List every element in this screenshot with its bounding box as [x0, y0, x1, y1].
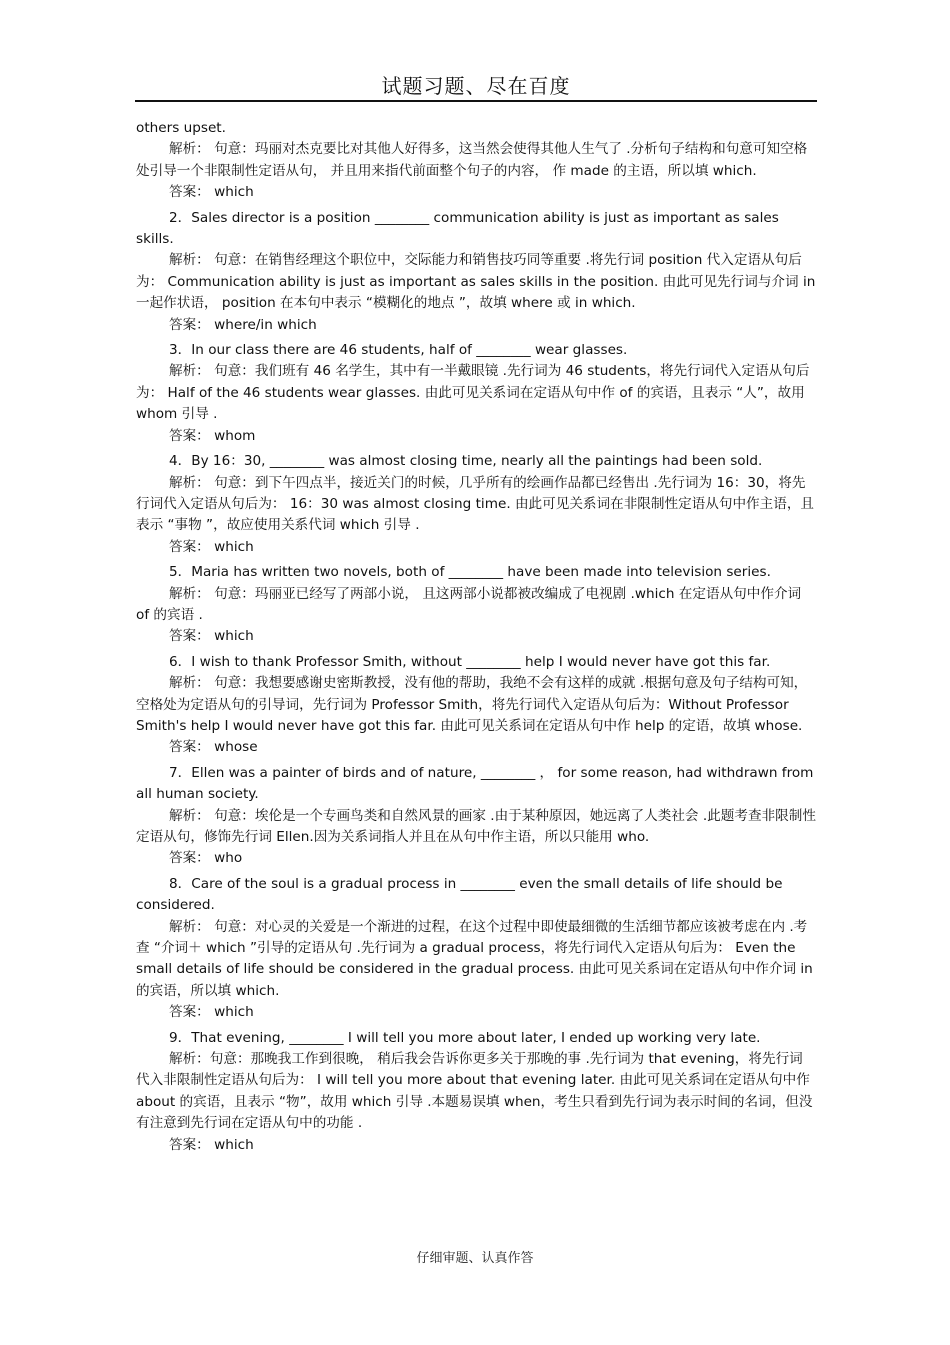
question-8: 8．Care of the soul is a gradual process in ________ even the small details of life should be considered.: [136, 875, 783, 914]
document-body: [136, 118, 816, 1156]
answer-line: 答案： who: [169, 850, 243, 867]
answer-line: 答案： whose: [169, 739, 258, 756]
analysis-paragraph: 解析： 句意：我想要感谢史密斯教授，没有他的帮助，我绝不会有这样的成就 .根据句意及句子结构可知，空格处为定语从句的引导词，先行词为 Professor Smith，将先行词代入定语从句后为：Without Professor Smith's help I would never have got this far. 由此可见关系词在定语从句中作 help 的定语，故填 whose.: [136, 675, 808, 734]
analysis-paragraph: 解析： 句意：在销售经理这个职位中，交际能力和销售技巧同等重要 .将先行词 position 代入定语从句后为： Communication ability is just as important as sales skills in the position. 由此可见先行词与介词 in 一起作状语， position 在本句中表示 “模糊化的地点 ”，故填 where 或 in which.: [136, 252, 816, 312]
question-7: 7．Ellen was a painter of birds and of nature, ________ ， for some reason, had withdrawn from all human society.: [136, 764, 814, 803]
answer-line: 答案： which: [169, 1136, 254, 1153]
question-2: 2．Sales director is a position ________ communication ability is just as important as sales skills.: [136, 209, 779, 248]
analysis-paragraph: 解析： 句意：玛丽对杰克要比对其他人好得多，这当然会使得其他人生气了 .分析句子结构和句意可知空格处引导一个非限制性定语从句， 并且用来指代前面整个句子的内容， 作 made 的主语，所以填 which.: [136, 141, 808, 179]
page-footer-text: 仔细审题、认真作答: [416, 1251, 534, 1266]
question-9: 9．That evening, ________ I will tell you more about later, I ended up working very late.: [169, 1029, 761, 1046]
page-header-title: 试题习题、尽在百度: [381, 74, 571, 98]
answer-line: 答案： which: [169, 1004, 254, 1021]
question-5: 5．Maria has written two novels, both of ________ have been made into television series.: [169, 564, 771, 581]
analysis-paragraph: 解析： 句意：玛丽亚已经写了两部小说， 且这两部小说都被改编成了电视剧 .which 在定语从句中作介词 of 的宾语 .: [136, 585, 802, 623]
answer-line: 答案： which: [169, 184, 254, 201]
analysis-paragraph: 解析： 句意：到下午四点半，接近关门的时候，几乎所有的绘画作品都已经售出 .先行词为 16：30，将先行词代入定语从句后为： 16：30 was almost closing time. 由此可见关系词在非限制性定语从句中作主语，且表示 “事物 ”，故应使用关系代词 which 引导 .: [136, 474, 815, 534]
analysis-paragraph: 解析： 句意：我们班有 46 名学生，其中有一半戴眼镜 .先行词为 46 students，将先行词代入定语从句后为： Half of the 46 students wear glasses. 由此可见关系词在定语从句中作 of 的宾语，且表示 “人”，故用 whom 引导 .: [136, 363, 810, 423]
question-6: 6．I wish to thank Professor Smith, without ________ help I would never have got this far.: [169, 653, 771, 670]
continuation-text: others upset.: [136, 120, 226, 136]
answer-line: 答案： which: [169, 538, 254, 555]
question-3: 3．In our class there are 46 students, half of ________ wear glasses.: [169, 342, 628, 359]
question-4: 4．By 16：30, ________ was almost closing time, nearly all the paintings had been sold.: [169, 453, 763, 470]
answer-line: 答案： which: [169, 628, 254, 645]
header-rule: [135, 100, 817, 102]
analysis-paragraph: 解析： 句意：对心灵的关爱是一个渐进的过程，在这个过程中即使最细微的生活细节都应该被考虑在内 .考查 “介词＋ which ”引导的定语从句 .先行词为 a gradual process，将先行词代入定语从句后为： Even the small details of life should be considered in the gradual process. 由此可见关系词在定语从句中作介词 in 的宾语，所以填 which.: [136, 918, 813, 999]
answer-line: 答案： where/in which: [169, 316, 317, 333]
answer-line: 答案： whom: [169, 427, 256, 444]
analysis-paragraph: 解析：句意：那晚我工作到很晚， 稍后我会告诉你更多关于那晚的事 .先行词为 that evening，将先行词代入非限制性定语从句后为： I will tell you more about that evening later. 由此可见关系词在定语从句中作 about 的宾语，且表示 “物”，故用 which 引导 .本题易误填 when，考生只看到先行词为表示时间的名词，但没有注意到先行词在定语从句中的功能 .: [136, 1051, 813, 1132]
analysis-paragraph: 解析： 句意：埃伦是一个专画鸟类和自然风景的画家 .由于某种原因，她远离了人类社会 .此题考查非限制性定语从句，修饰先行词 Ellen.因为关系词指人并且在从句中作主语，所以只能用 who.: [136, 807, 816, 845]
